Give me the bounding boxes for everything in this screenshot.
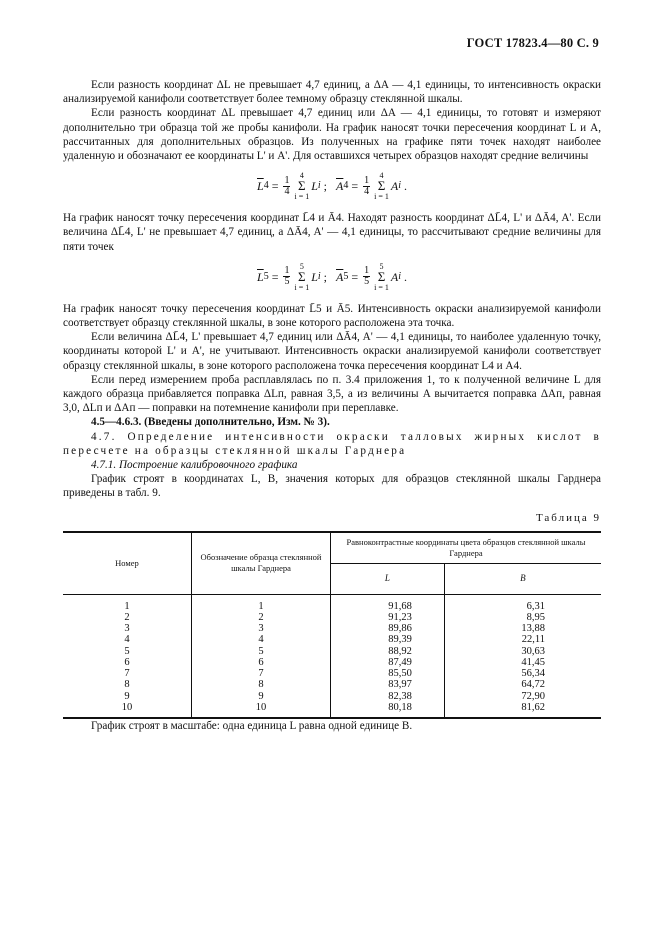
table-cell: 80,18 bbox=[331, 702, 445, 718]
table-body bbox=[63, 594, 601, 718]
table-cell: 10 bbox=[192, 702, 331, 718]
table-cell: 4 bbox=[192, 634, 331, 645]
header-b: B bbox=[444, 563, 601, 594]
table-cell: 82,38 bbox=[331, 691, 445, 702]
table-caption: Таблица 9 bbox=[535, 511, 601, 524]
section-4-7-1-heading: 4.7.1. Построение калибровочного графика bbox=[91, 459, 298, 472]
table-cell: 1 bbox=[192, 594, 331, 612]
paragraph-scale: График строят в масштабе: одна единица L равна одной единице B. bbox=[91, 719, 413, 732]
table-cell: 1 bbox=[124, 600, 130, 612]
paragraph-6: Если перед измерением проба расплавлялась по п. 3.4 приложения 1, то к полученной величине L для каждого образца прибавляется поправка ΔLп, равная 3,5, а из величины A вычитается поправка ΔAп, равная 3,0, ΔLп и ΔAп — поправки на потемнение канифоли при переплавке. bbox=[63, 373, 601, 415]
section-4-7-heading: 4.7. Определение интенсивности окраски талловых жирных кислот в пересчете на образцы стеклянной шкалы Гарднера bbox=[63, 430, 601, 457]
table-row bbox=[63, 657, 601, 668]
document-body bbox=[63, 78, 601, 733]
table-cell: 4 bbox=[124, 634, 130, 646]
paragraph-1: Если разность координат ΔL не превышает 4,7 единиц, а ΔA — 4,1 единицы, то интенсивность окраски анализируемой канифоли соответствует более темному образцу стеклянной шкалы. bbox=[63, 79, 601, 106]
table-cell: 2 bbox=[192, 612, 331, 623]
table-cell: 6 bbox=[192, 657, 331, 668]
table-cell: 5 bbox=[124, 645, 130, 657]
table-cell: 64,72 bbox=[444, 679, 601, 690]
table-row bbox=[63, 679, 601, 690]
page-header: ГОСТ 17823.4—80 С. 9 bbox=[466, 36, 599, 50]
table-row bbox=[63, 594, 601, 612]
header-number: Номер bbox=[63, 532, 192, 595]
table-cell: 30,63 bbox=[444, 646, 601, 657]
table-cell: 8 bbox=[192, 679, 331, 690]
table-cell: 7 bbox=[192, 668, 331, 679]
table-cell: 88,92 bbox=[331, 646, 445, 657]
table-cell: 22,11 bbox=[444, 634, 601, 645]
table-cell: 10 bbox=[121, 701, 133, 713]
table-cell: 2 bbox=[124, 612, 130, 624]
table-cell: 6 bbox=[124, 656, 130, 668]
header-color-coordinates: Равноконтрастные координаты цвета образцов стеклянной шкалы Гарднера bbox=[331, 532, 602, 564]
table-row bbox=[63, 634, 601, 645]
table-cell: 89,86 bbox=[331, 623, 445, 634]
table-cell: 91,23 bbox=[331, 612, 445, 623]
table-row bbox=[63, 668, 601, 679]
table-cell: 3 bbox=[192, 623, 331, 634]
table-cell: 81,62 bbox=[444, 702, 601, 718]
paragraph-2: Если разность координат ΔL превышает 4,7 единиц или ΔA — 4,1 единицы, то готовят и измеряют дополнительно три образца той же пробы канифоли. На график наносят точки пересечения координат L и A, рассчитанных для дополнительных образцов. Из полученных на графике пяти точек находят наиболее удаленную и обозначают ее координаты L' и A'. Для оставшихся четырех образцов находят средние величины bbox=[63, 107, 601, 163]
table-cell: 83,97 bbox=[331, 679, 445, 690]
table-cell: 8,95 bbox=[444, 612, 601, 623]
table-row bbox=[63, 612, 601, 623]
table-cell: 87,49 bbox=[331, 657, 445, 668]
table-cell: 72,90 bbox=[444, 691, 601, 702]
table-cell: 13,88 bbox=[444, 623, 601, 634]
table-row bbox=[63, 702, 601, 718]
amendment-note: 4.5—4.6.3. (Введены дополнительно, Изм. № 3). bbox=[91, 416, 330, 429]
header-sample-designation: Обозначение образца стеклянной шкалы Гарднера bbox=[192, 532, 331, 595]
table-row bbox=[63, 646, 601, 657]
table-cell: 85,50 bbox=[331, 668, 445, 679]
table-cell: 8 bbox=[124, 679, 130, 691]
table-cell: 41,45 bbox=[444, 657, 601, 668]
table-cell: 56,34 bbox=[444, 668, 601, 679]
table-cell: 7 bbox=[124, 668, 130, 680]
table-cell: 9 bbox=[192, 691, 331, 702]
table-cell: 89,39 bbox=[331, 634, 445, 645]
table-cell: 6,31 bbox=[444, 594, 601, 612]
table-cell: 91,68 bbox=[331, 594, 445, 612]
gardner-scale-table bbox=[63, 531, 601, 719]
paragraph-5: Если величина ΔL̄4, L' превышает 4,7 единиц или ΔĀ4, A' — 4,1 единицы, то наиболее удаленную точку, координаты которой L' и A', не учитывают. Интенсивность окраски анализируемой канифоли соответствует образцу стеклянной шкалы, в зоне которого расположена точка пересечения координат L4 и A4. bbox=[63, 331, 601, 372]
table-cell: 3 bbox=[124, 623, 130, 635]
formula-averages-four: $\overline{L}$ 4 = $\frac{1}{4}$ 4 Σ i = 1 L i ; $\overline{A}$ 4 = $\frac{1}{4}$ 4 Σ i = 1 A i . bbox=[257, 171, 407, 202]
table-row bbox=[63, 623, 601, 634]
header-l: L bbox=[331, 563, 445, 594]
table-cell: 5 bbox=[192, 646, 331, 657]
formula-averages-five: $\overline{L}$ 5 = $\frac{1}{5}$ 5 Σ i = 1 L i ; $\overline{A}$ 5 = $\frac{1}{5}$ 5 Σ i = 1 A i . bbox=[257, 261, 407, 292]
paragraph-4: На график наносят точку пересечения координат L̄5 и Ā5. Интенсивность окраски анализируемой канифоли соответствует образцу стеклянной шкалы, в зоне которого расположена эта точка. bbox=[63, 302, 601, 330]
paragraph-graph-coords: График строят в координатах L, B, значения которых для образцов стеклянной шкалы Гарднера приведены в табл. 9. bbox=[63, 473, 601, 500]
paragraph-3: На график наносят точку пересечения координат L̄4 и Ā4. Находят разность координат ΔL̄4, L' и ΔĀ4, A'. Если величина ΔL̄4, L' не превышает 4,7 единиц, а ΔĀ4, A' — 4,1 единицы, то рассчитывают средние величины для пяти точек bbox=[63, 212, 601, 253]
table-row bbox=[63, 691, 601, 702]
table-cell: 9 bbox=[124, 690, 130, 702]
